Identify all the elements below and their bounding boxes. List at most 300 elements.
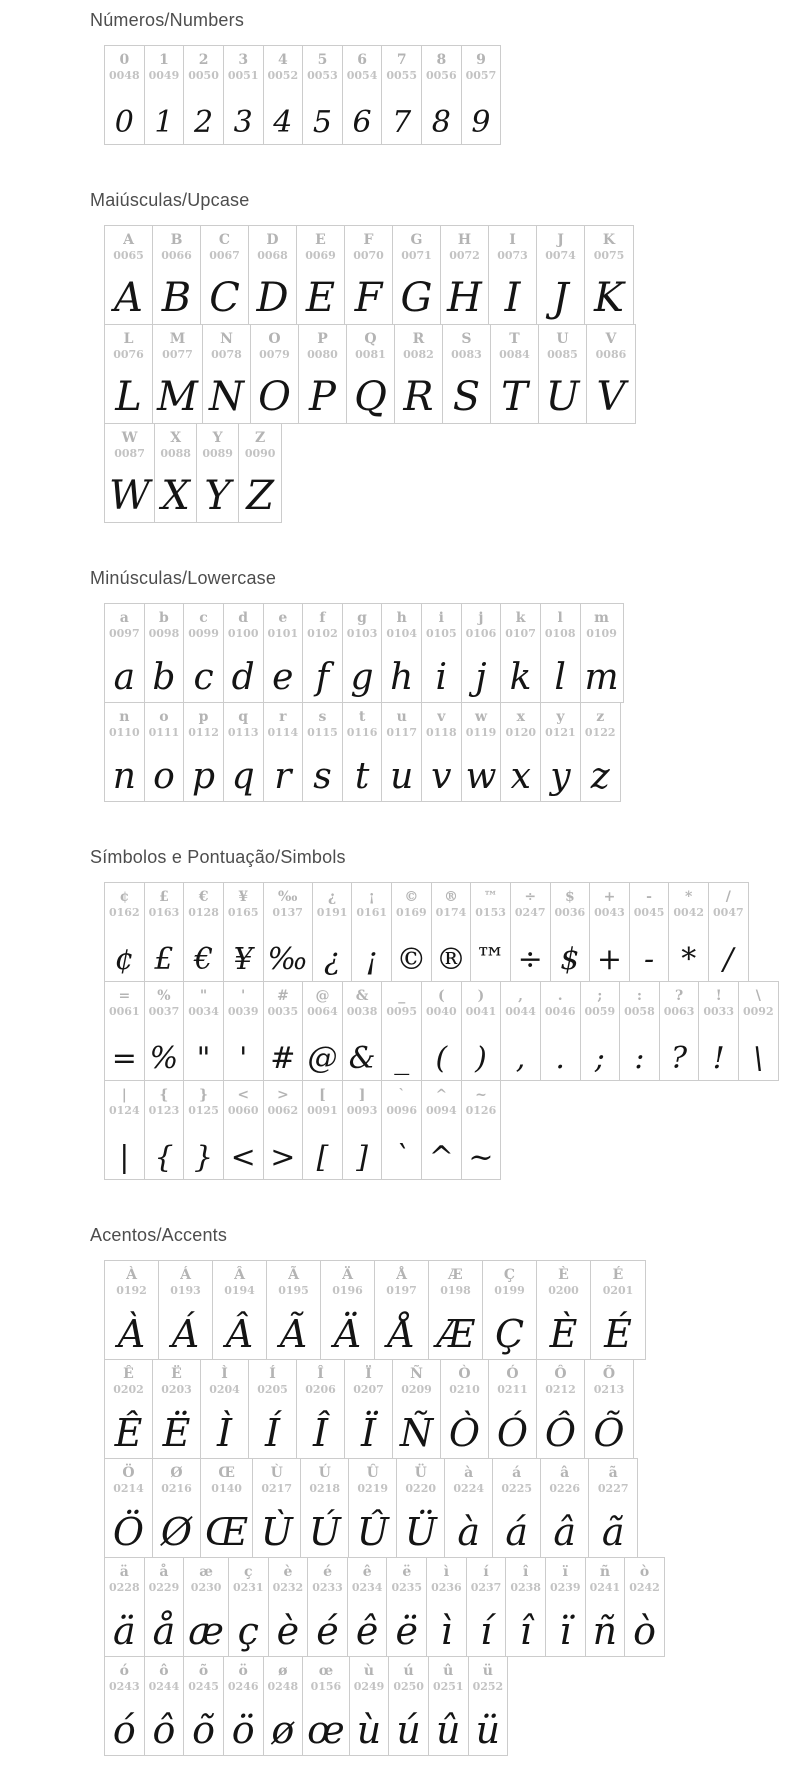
glyph-preview: © [396,942,427,977]
glyph-preview: æ [188,1609,224,1653]
glyph-char-label: l [557,610,563,626]
glyph-preview: ë [395,1609,419,1653]
glyph-cell-0103 [343,604,383,702]
glyph-char-label: * [685,889,693,905]
glyph-cell-0037 [145,982,185,1080]
glyph-char-label: ù [363,1663,375,1679]
glyph-char-label: & [355,988,369,1004]
glyph-preview: É [604,1312,632,1356]
glyph-cell-0229 [145,1558,185,1656]
glyph-preview: Ñ [399,1411,434,1455]
glyph-unicode-code: 0231 [232,1581,264,1594]
glyph-unicode-code: 0107 [505,627,536,640]
glyph-preview: R [403,374,434,420]
glyph-preview: u [390,756,414,797]
glyph-cell-0099 [184,604,224,702]
glyph-char-label: E [315,232,326,248]
glyph-preview: a [113,657,136,698]
glyph-cell-0057 [462,46,501,144]
glyph-preview: ù [356,1708,382,1752]
glyph-char-label: Å [396,1267,407,1283]
glyph-cell-0195 [267,1261,321,1359]
glyph-char-label: ø [278,1663,288,1679]
glyph-unicode-code: 0195 [278,1284,309,1297]
glyph-cell-0068 [249,226,297,324]
glyph-preview: Ê [114,1411,143,1455]
glyph-preview: Œ [205,1510,249,1554]
glyph-char-label: j [478,610,484,626]
glyph-unicode-code: 0214 [113,1482,144,1495]
glyph-unicode-code: 0174 [435,906,467,919]
glyph-char-label: Ö [122,1465,135,1481]
glyph-char-label: Ë [171,1366,182,1382]
glyph-cell-0247 [511,883,551,981]
glyph-char-label: ó [119,1663,129,1679]
glyph-unicode-code: 0161 [356,906,388,919]
glyph-char-label: ÷ [524,889,537,905]
glyph-char-label: q [238,709,249,725]
glyph-preview: V [596,374,626,420]
glyph-preview: + [596,942,623,977]
glyph-unicode-code: 0098 [148,627,180,640]
glyph-char-label: À [126,1267,137,1283]
glyph-unicode-code: 0103 [346,627,378,640]
glyph-row [104,45,501,145]
glyph-preview: Å [387,1312,416,1356]
glyph-preview: # [270,1041,296,1076]
glyph-unicode-code: 0046 [544,1005,576,1018]
glyph-char-label: Ò [458,1366,471,1382]
glyph-cell-0212 [537,1360,585,1458]
glyph-preview: T [501,374,528,420]
glyph-char-label: Q [364,331,377,347]
glyph-cell-0219 [349,1459,397,1557]
glyph-char-label: b [159,610,169,626]
glyph-char-label: Ó [506,1366,519,1382]
glyph-preview: å [152,1609,176,1653]
glyph-unicode-code: 0093 [346,1104,378,1117]
glyph-cell-0076 [105,325,153,423]
glyph-cell-0062 [264,1081,304,1179]
glyph-cell-0081 [347,325,395,423]
glyph-preview: Í [264,1411,280,1455]
glyph-preview: Â [225,1312,254,1356]
glyph-unicode-code: 0056 [426,69,457,82]
glyph-preview: y [550,756,571,797]
glyph-unicode-code: 0218 [309,1482,341,1495]
glyph-char-label: { [159,1087,169,1103]
glyph-unicode-code: 0206 [305,1383,336,1396]
glyph-unicode-code: 0106 [465,627,497,640]
glyph-preview: 8 [431,105,451,140]
glyph-cell-0048 [105,46,145,144]
glyph-char-label: Á [180,1267,191,1283]
glyph-unicode-code: 0245 [188,1680,219,1693]
glyph-char-label: P [317,331,328,347]
glyph-preview: d [231,657,255,698]
glyph-char-label: f [319,610,326,626]
glyph-char-label: I [509,232,516,248]
glyph-preview: U [545,374,580,420]
glyph-unicode-code: 0065 [113,249,144,262]
glyph-unicode-code: 0120 [505,726,537,739]
glyph-char-label: ' [241,988,246,1004]
glyph-cell-0232 [269,1558,309,1656]
glyph-cell-0050 [184,46,224,144]
glyph-cell-0060 [224,1081,264,1179]
glyph-preview: Y [204,473,231,519]
glyph-cell-0080 [299,325,347,423]
glyph-unicode-code: 0202 [113,1383,144,1396]
glyph-preview: ó [112,1708,136,1752]
glyph-unicode-code: 0249 [353,1680,385,1693]
glyph-unicode-code: 0066 [161,249,192,262]
glyph-unicode-code: 0080 [307,348,338,361]
glyph-preview: z [590,756,610,797]
glyph-cell-0197 [375,1261,429,1359]
glyph-char-label: z [596,709,605,725]
glyph-preview: L [115,374,142,420]
glyph-preview: à [457,1510,481,1554]
glyph-cell-0119 [462,703,502,801]
glyph-cell-0156 [303,1657,350,1755]
glyph-unicode-code: 0079 [259,348,290,361]
glyph-char-label: ë [402,1564,412,1580]
glyph-char-label: a [119,610,129,626]
glyph-unicode-code: 0128 [188,906,219,919]
glyph-preview: ã [601,1510,625,1554]
glyph-cell-0206 [297,1360,345,1458]
glyph-unicode-code: 0238 [510,1581,541,1594]
glyph-cell-0073 [489,226,537,324]
glyph-cell-0209 [393,1360,441,1458]
glyph-unicode-code: 0252 [472,1680,504,1693]
glyph-preview: l [554,657,566,698]
glyph-preview: í [479,1609,493,1653]
glyph-preview: ô [152,1708,176,1752]
glyph-char-label: Û [366,1465,379,1481]
glyph-cell-0038 [343,982,383,1080]
glyph-preview: K [594,275,624,321]
glyph-char-label: y [556,709,565,725]
glyph-unicode-code: 0194 [224,1284,255,1297]
glyph-unicode-code: 0241 [589,1581,621,1594]
glyph-preview: B [161,275,192,321]
glyph-cell-0125 [184,1081,224,1179]
glyph-unicode-code: 0242 [629,1581,660,1594]
glyph-unicode-code: 0061 [109,1005,140,1018]
glyph-unicode-code: 0246 [227,1680,259,1693]
glyph-preview: ) [475,1041,487,1076]
glyph-char-label: Â [234,1267,245,1283]
glyph-char-label: x [516,709,525,725]
glyph-char-label: ] [358,1087,366,1103]
glyph-char-label: C [218,232,231,248]
glyph-unicode-code: 0197 [386,1284,417,1297]
glyph-char-label: e [278,610,288,626]
glyph-char-label: " [199,988,208,1004]
glyph-unicode-code: 0082 [403,348,434,361]
glyph-unicode-code: 0118 [426,726,457,739]
glyph-unicode-code: 0216 [161,1482,192,1495]
glyph-cell-0093 [343,1081,383,1179]
glyph-char-label: > [276,1087,289,1103]
glyph-unicode-code: 0165 [227,906,259,919]
glyph-cell-0067 [201,226,249,324]
glyph-char-label: / [725,889,731,905]
glyph-cell-0108 [541,604,581,702]
glyph-char-label: | [121,1087,127,1103]
glyph-cell-0113 [224,703,264,801]
glyph-preview: 0 [114,105,134,140]
glyph-char-label: W [121,430,138,446]
glyph-preview: x [510,756,531,797]
glyph-char-label: ; [597,988,603,1004]
glyph-unicode-code: 0122 [584,726,616,739]
glyph-preview: H [447,275,482,321]
glyph-char-label: ê [362,1564,372,1580]
glyph-unicode-code: 0091 [307,1104,338,1117]
glyph-unicode-code: 0225 [501,1482,533,1495]
glyph-char-label: M [169,331,186,347]
glyph-unicode-code: 0052 [267,69,299,82]
glyph-row [104,1260,646,1360]
glyph-preview: I [504,275,521,321]
glyph-cell-0242 [625,1558,664,1656]
glyph-preview: " [196,1041,211,1076]
glyph-cell-0203 [153,1360,201,1458]
glyph-unicode-code: 0205 [257,1383,288,1396]
glyph-preview: é [316,1609,339,1653]
glyph-cell-0225 [493,1459,541,1557]
glyph-preview: b [152,657,176,698]
glyph-row [104,1656,508,1756]
glyph-char-label: Ì [221,1366,228,1382]
glyph-unicode-code: 0235 [391,1581,423,1594]
glyph-unicode-code: 0094 [426,1104,457,1117]
glyph-unicode-code: 0137 [272,906,303,919]
glyph-cell-0174 [432,883,472,981]
glyph-preview: { [154,1140,174,1175]
glyph-char-label: F [363,232,374,248]
glyph-cell-0236 [427,1558,467,1656]
glyph-cell-0126 [462,1081,501,1179]
glyph-char-label: à [464,1465,474,1481]
glyph-preview: Æ [436,1312,475,1356]
glyph-cell-0082 [395,325,443,423]
glyph-preview: j [475,657,487,698]
glyph-preview: á [505,1510,529,1554]
glyph-char-label: t [358,709,366,725]
glyph-char-label: 6 [357,52,367,68]
glyph-cell-0216 [153,1459,201,1557]
glyph-preview: n [112,756,136,797]
glyph-preview: ; [594,1041,605,1076]
glyph-unicode-code: 0109 [586,627,617,640]
glyph-cell-0213 [585,1360,633,1458]
glyph-preview: < [230,1140,256,1175]
glyph-row [104,1557,665,1657]
glyph-unicode-code: 0037 [148,1005,180,1018]
glyph-row [104,702,621,802]
glyph-char-label: å [159,1564,169,1580]
glyph-unicode-code: 0043 [594,906,625,919]
glyph-char-label: 8 [436,52,447,68]
glyph-cell-0053 [303,46,343,144]
glyph-char-label: 0 [119,52,130,68]
glyph-unicode-code: 0038 [346,1005,378,1018]
glyph-row [104,1359,634,1459]
glyph-preview: k [509,657,532,698]
glyph-unicode-code: 0067 [209,249,240,262]
glyph-cell-0200 [537,1261,591,1359]
glyph-char-label: 3 [238,52,249,68]
glyph-preview: ä [112,1609,136,1653]
glyph-preview: } [194,1140,214,1175]
glyph-cell-0207 [345,1360,393,1458]
glyph-char-label: Ø [170,1465,183,1481]
glyph-cell-0043 [590,883,630,981]
glyph-preview: Ü [404,1510,437,1554]
glyph-unicode-code: 0211 [497,1383,528,1396]
glyph-unicode-code: 0117 [386,726,417,739]
glyph-char-label: . [557,988,563,1004]
glyph-unicode-code: 0248 [267,1680,299,1693]
glyph-cell-0034 [184,982,224,1080]
glyph-preview: Ì [216,1411,232,1455]
glyph-char-label: Ã [288,1267,299,1283]
glyph-cell-0227 [589,1459,637,1557]
glyph-unicode-code: 0084 [499,348,530,361]
glyph-preview: v [431,756,452,797]
glyph-char-label: Ô [554,1366,567,1382]
glyph-cell-0204 [201,1360,249,1458]
glyph-preview: ( [435,1041,448,1076]
glyph-char-label: : [636,988,643,1004]
glyph-preview: Ç [494,1312,525,1356]
glyph-unicode-code: 0125 [188,1104,219,1117]
glyph-unicode-code: 0035 [267,1005,299,1018]
glyph-char-label: \ [755,988,761,1004]
glyph-char-label: ¢ [119,889,130,905]
glyph-unicode-code: 0102 [307,627,338,640]
glyph-preview: $ [560,942,580,977]
glyph-char-label: X [170,430,182,446]
glyph-char-label: 5 [317,52,328,68]
glyph-char-label: c [199,610,208,626]
glyph-char-label: v [437,709,446,725]
glyph-cell-0193 [159,1261,213,1359]
glyph-unicode-code: 0077 [162,348,193,361]
glyph-char-label: , [518,988,523,1004]
glyph-cell-0036 [551,883,591,981]
glyph-preview: S [452,374,481,420]
glyph-row [104,423,282,523]
glyph-cell-0098 [145,604,185,702]
glyph-char-label: Æ [448,1267,463,1283]
glyph-preview: ] [356,1140,368,1175]
glyph-preview: ¿ [324,942,341,977]
glyph-unicode-code: 0111 [148,726,180,739]
glyph-preview: e [272,657,294,698]
glyph-preview: : [634,1041,645,1076]
glyph-preview: Ï [360,1411,376,1455]
glyph-preview: ÷ [517,942,543,977]
glyph-unicode-code: 0060 [227,1104,259,1117]
glyph-char-label: 1 [159,52,169,68]
glyph-cell-0233 [308,1558,348,1656]
glyph-char-label: m [594,610,609,626]
glyph-preview: / [723,942,734,977]
glyph-char-label: ü [482,1663,493,1679]
glyph-preview: G [400,275,433,321]
glyph-preview: [ [316,1140,329,1175]
glyph-unicode-code: 0227 [597,1482,629,1495]
glyph-cell-0169 [392,883,432,981]
glyph-char-label: É [612,1267,624,1283]
glyph-unicode-code: 0047 [713,906,744,919]
glyph-char-label: G [410,232,423,248]
glyph-preview: . [555,1041,565,1076]
glyph-cell-0095 [382,982,422,1080]
glyph-preview: ï [559,1609,572,1653]
glyph-cell-0161 [352,883,392,981]
glyph-unicode-code: 0105 [426,627,457,640]
glyph-cell-0228 [105,1558,145,1656]
glyph-cell-0243 [105,1657,145,1755]
glyph-unicode-code: 0156 [310,1680,342,1693]
glyph-char-label: R [412,331,425,347]
glyph-unicode-code: 0033 [703,1005,734,1018]
glyph-unicode-code: 0226 [549,1482,581,1495]
glyph-preview: h [390,657,414,698]
glyph-preview: F [354,275,383,321]
glyph-unicode-code: 0169 [396,906,427,919]
glyph-unicode-code: 0113 [227,726,259,739]
glyph-char-label: Ú [318,1465,331,1481]
glyph-preview: Ù [260,1510,293,1554]
glyph-preview: è [276,1609,300,1653]
glyph-preview: 6 [352,105,372,140]
glyph-preview: 2 [194,105,214,140]
glyph-cell-0104 [382,604,422,702]
glyph-cell-0244 [145,1657,185,1755]
glyph-char-label: ô [159,1663,169,1679]
glyph-unicode-code: 0234 [351,1581,383,1594]
glyph-preview: ø [271,1708,295,1752]
glyph-char-label: } [199,1087,209,1103]
glyph-preview: D [256,275,289,321]
glyph-preview: p [192,756,216,797]
glyph-char-label: æ [199,1564,213,1580]
glyph-cell-0196 [321,1261,375,1359]
glyph-cell-0220 [397,1459,445,1557]
glyph-cell-0075 [585,226,633,324]
glyph-char-label: # [276,988,289,1004]
glyph-cell-0100 [224,604,264,702]
glyph-cell-0054 [343,46,383,144]
glyph-cell-0091 [303,1081,343,1179]
glyph-cell-0112 [184,703,224,801]
glyph-char-label: Ï [365,1366,372,1382]
glyph-char-label: Ç [503,1267,516,1283]
glyph-cell-0051 [224,46,264,144]
glyph-char-label: o [159,709,169,725]
glyph-cell-0199 [483,1261,537,1359]
glyph-unicode-code: 0074 [545,249,576,262]
glyph-cell-0039 [224,982,264,1080]
glyph-unicode-code: 0212 [545,1383,576,1396]
